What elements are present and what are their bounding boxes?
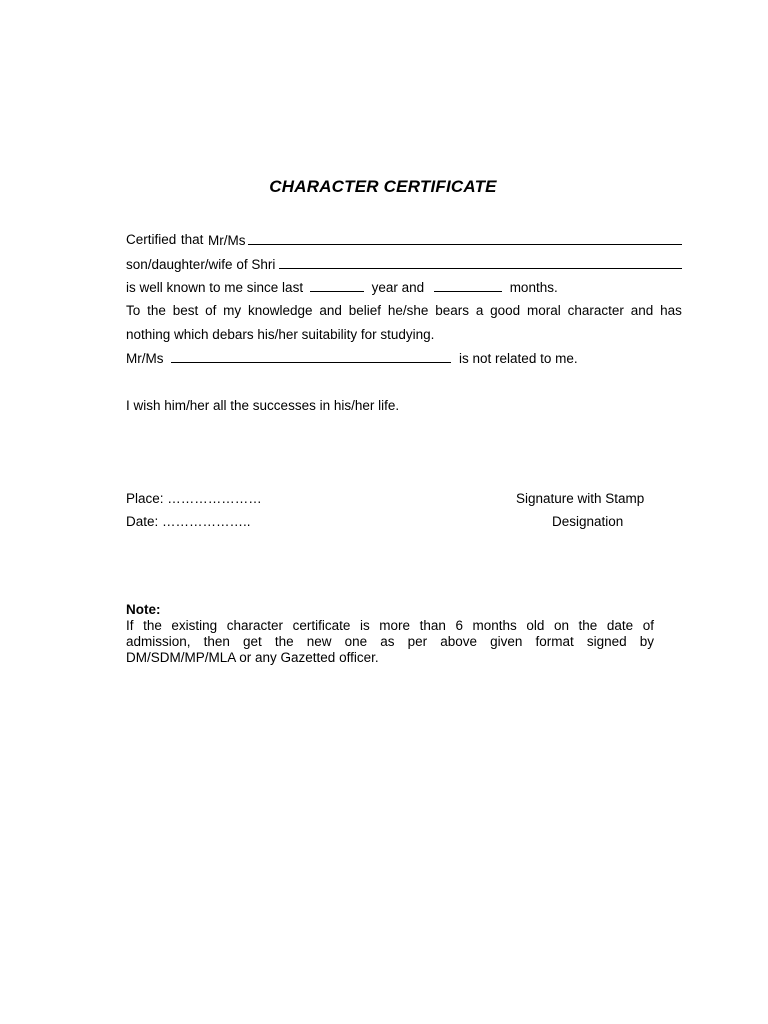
word: Certified (126, 232, 177, 247)
parent-label: son/daughter/wife of Shri (126, 257, 276, 272)
word: the (147, 303, 166, 318)
known-since-label: is well known to me since last (126, 280, 304, 295)
line-parent (126, 256, 682, 273)
word: If (126, 618, 134, 633)
word: is (359, 618, 370, 633)
word: old (526, 618, 545, 633)
note-line-1 (126, 618, 654, 634)
word: a (475, 303, 484, 318)
word: my (223, 303, 242, 318)
word: per (407, 634, 428, 649)
word: existing (171, 618, 218, 633)
not-related-text: is not related to me. (459, 351, 578, 366)
word: of (642, 618, 654, 633)
word: on (553, 618, 569, 633)
signature-label: Signature with Stamp (516, 491, 645, 506)
word: date (606, 618, 634, 633)
word: and (630, 303, 654, 318)
mr-ms-label: Mr/Ms (126, 351, 164, 366)
line-moral-character (126, 303, 682, 319)
parent-blank (279, 256, 682, 269)
line-known-since (126, 279, 682, 296)
name-blank (248, 232, 683, 245)
word: good (490, 303, 521, 318)
word: best (172, 303, 199, 318)
designation-label: Designation (552, 514, 624, 529)
wish-line: I wish him/her all the successes in his/her life. (126, 398, 400, 413)
word: as (380, 634, 395, 649)
line-not-related (126, 350, 682, 367)
place-field: Place: ………………… (126, 491, 262, 506)
word: bears (435, 303, 469, 318)
note-heading: Note: (126, 602, 161, 617)
word: than (419, 618, 446, 633)
years-blank (310, 279, 364, 292)
word: new (306, 634, 332, 649)
word: and (319, 303, 342, 318)
word: moral (527, 303, 561, 318)
word: 6 (455, 618, 463, 633)
word: has (660, 303, 682, 318)
name-field-group (208, 232, 682, 249)
word: one (344, 634, 368, 649)
note-line-3: DM/SDM/MP/MLA or any Gazetted officer. (126, 650, 379, 665)
word: given (490, 634, 523, 649)
word: certificate (292, 618, 351, 633)
line-certified (126, 232, 682, 249)
word: that (180, 232, 204, 247)
word: by (639, 634, 654, 649)
line-suitability: nothing which debars his/her suitability for studying. (126, 327, 435, 342)
word: then (203, 634, 230, 649)
word: months (472, 618, 517, 633)
word: admission, (126, 634, 191, 649)
word: the (578, 618, 598, 633)
word: character (567, 303, 624, 318)
word: belief (348, 303, 381, 318)
word: he/she (387, 303, 429, 318)
word: above (440, 634, 477, 649)
months-label: months. (509, 280, 558, 295)
months-blank (434, 279, 502, 292)
word: format (535, 634, 574, 649)
word: Mr/Ms (208, 233, 246, 248)
word: of (205, 303, 217, 318)
document-title: CHARACTER CERTIFICATE (269, 177, 497, 196)
note-line-2 (126, 634, 654, 650)
word: To (126, 303, 141, 318)
word: the (274, 634, 294, 649)
years-label: year and (371, 280, 425, 295)
word: signed (586, 634, 627, 649)
word: get (243, 634, 262, 649)
word: character (226, 618, 284, 633)
word: knowledge (247, 303, 313, 318)
date-field: Date: ……………….. (126, 514, 251, 529)
word: the (143, 618, 162, 633)
related-name-blank (171, 350, 451, 363)
word: more (379, 618, 411, 633)
